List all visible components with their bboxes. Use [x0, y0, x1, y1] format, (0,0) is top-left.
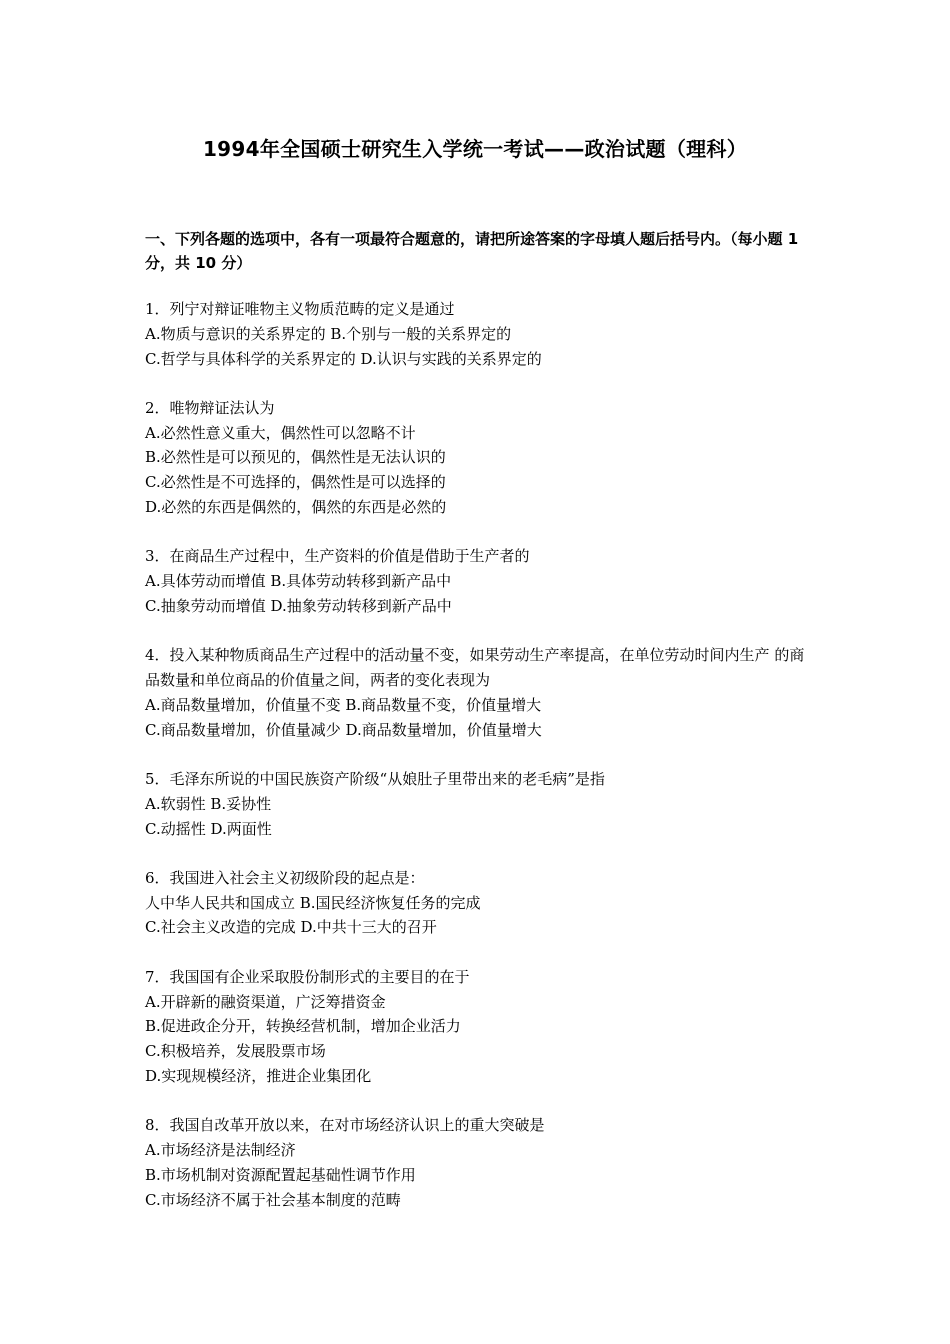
- question-3: [145, 544, 815, 618]
- question-stem: 5．毛泽东所说的中国民族资产阶级“从娘肚子里带出来的老毛病”是指: [145, 769, 605, 788]
- option-line: C.抽象劳动而增值 D.抽象劳动转移到新产品中: [145, 596, 452, 615]
- question-stem: 8．我国自改革开放以来，在对市场经济认识上的重大突破是: [145, 1116, 545, 1135]
- question-5: [145, 767, 815, 841]
- option-line: C.必然性是不可选择的，偶然性是可以选择的: [145, 473, 446, 492]
- question-stem: 3．在商品生产过程中，生产资料的价值是借助于生产者的: [145, 547, 530, 566]
- option-line: C.哲学与具体科学的关系界定的 D.认识与实践的关系界定的: [145, 349, 542, 368]
- question-stem: 7．我国国有企业采取股份制形式的主要目的在于: [145, 967, 470, 986]
- option-line: B.必然性是可以预见的，偶然性是无法认识的: [145, 448, 446, 467]
- option-line: A.物质与意识的关系界定的 B.个别与一般的关系界定的: [145, 324, 512, 343]
- question-2: [145, 396, 815, 520]
- option-line: D.必然的东西是偶然的，偶然的东西是必然的: [145, 498, 447, 517]
- option-line: 人中华人民共和国成立 B.国民经济恢复任务的完成: [145, 893, 481, 912]
- option-line: A.商品数量增加，价值量不变 B.商品数量不变，价值量增大: [145, 695, 542, 714]
- option-line: C.动摇性 D.两面性: [145, 819, 272, 838]
- section-heading: 一、下列各题的选项中，各有一项最符合题意的，请把所途答案的字母填人题后括号内。（每小题 1 分，共 10 分）: [145, 230, 799, 272]
- option-line: A.市场经济是法制经济: [145, 1141, 296, 1160]
- option-line: C.商品数量增加，价值量减少 D.商品数量增加，价值量增大: [145, 720, 542, 739]
- option-line: C.社会主义改造的完成 D.中共十三大的召开: [145, 918, 437, 937]
- question-list: [145, 297, 815, 1237]
- question-7: [145, 965, 815, 1089]
- option-line: B.促进政企分开，转换经营机制，增加企业活力: [145, 1017, 461, 1036]
- option-line: A.软弱性 B.妥协性: [145, 794, 272, 813]
- option-line: A.具体劳动而增值 B.具体劳动转移到新产品中: [145, 572, 452, 591]
- option-line: C.市场经济不属于社会基本制度的范畴: [145, 1190, 401, 1209]
- option-line: C.积极培养，发展股票市场: [145, 1042, 326, 1061]
- option-line: A.开辟新的融资渠道，广泛筹措资金: [145, 992, 386, 1011]
- option-line: A.必然性意义重大，偶然性可以忽略不计: [145, 423, 416, 442]
- question-stem: 6．我国进入社会主义初级阶段的起点是：: [145, 868, 425, 887]
- question-8: [145, 1113, 815, 1212]
- question-1: [145, 297, 815, 371]
- question-6: [145, 866, 815, 940]
- page-title: 1994年全国硕士研究生入学统一考试——政治试题（理科）: [202, 137, 748, 161]
- question-stem: 1．列宁对辩证唯物主义物质范畴的定义是通过: [145, 300, 455, 318]
- option-line: B.市场机制对资源配置起基础性调节作用: [145, 1165, 416, 1184]
- question-4: [145, 643, 815, 742]
- question-stem: 4．投入某种物质商品生产过程中的活动量不变，如果劳动生产率提高，在单位劳动时间内生产 的商品数量和单位商品的价值量之间，两者的变化表现为: [145, 646, 805, 690]
- question-stem: 2．唯物辩证法认为: [145, 398, 275, 417]
- option-line: D.实现规模经济，推进企业集团化: [145, 1066, 372, 1085]
